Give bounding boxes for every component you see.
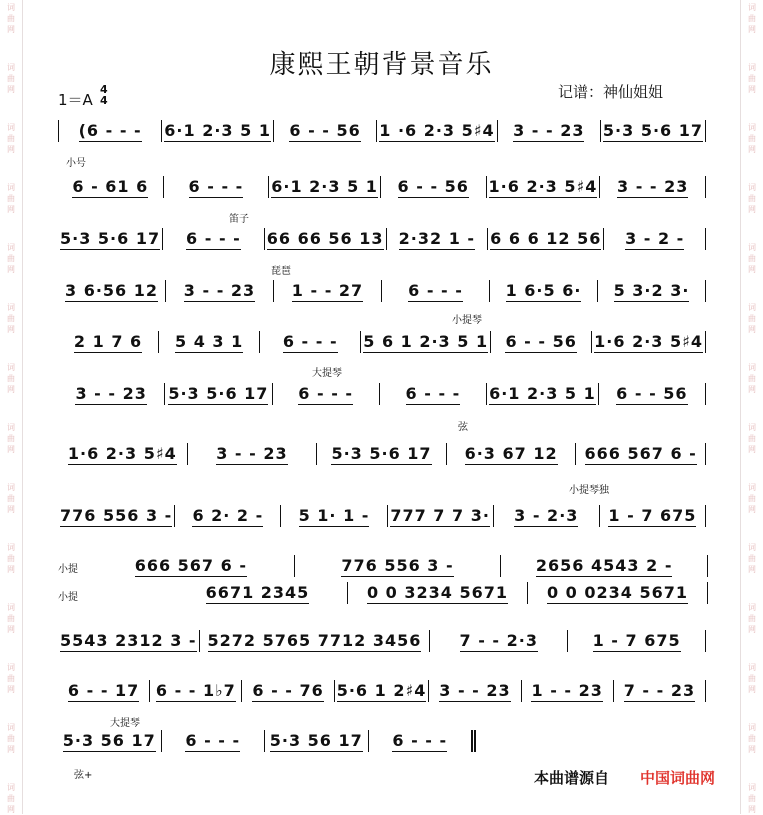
measure-notes: 1 - - 23 <box>531 680 603 700</box>
measure <box>164 383 271 405</box>
measure <box>163 176 269 198</box>
measure <box>272 383 379 405</box>
watermark-right: 词 曲 网 <box>748 663 756 694</box>
measure <box>162 228 264 250</box>
measure-notes: 6 - - - <box>298 383 354 403</box>
measure-notes: 5 1· 1 - <box>298 505 370 525</box>
instrument-label-xiaoti-2: 小提 <box>58 592 78 603</box>
instrument-label-datiqin: 大提琴 <box>312 368 342 379</box>
watermark-left: 词 曲 网 <box>7 603 15 634</box>
instrument-label-dizi: 笛子 <box>229 214 249 225</box>
watermark-left: 词 曲 网 <box>7 183 15 214</box>
measure-notes: 6·1 2·3 5 1 <box>489 383 596 403</box>
score-row <box>58 503 706 529</box>
measure-notes: 6·1 2·3 5 1 <box>271 176 378 196</box>
measure <box>599 505 706 527</box>
score-title: 康熙王朝背景音乐 <box>269 50 494 80</box>
measure <box>567 630 706 652</box>
measure-notes: 5272 5765 7712 3456 <box>207 630 422 650</box>
measure <box>58 383 164 405</box>
instrument-label-pipa: 琵琶 <box>271 266 291 277</box>
measure-notes: 1 - 7 675 <box>608 505 697 525</box>
measure <box>58 331 158 353</box>
measure <box>487 228 603 250</box>
measure-notes: 5 3·2 3· <box>613 280 690 300</box>
watermark-left: 词 曲 网 <box>7 363 15 394</box>
measure <box>489 280 597 302</box>
watermark-right: 词 曲 网 <box>748 423 756 454</box>
measure <box>490 331 591 353</box>
score-row <box>58 174 706 200</box>
measure-notes: 1·6 2·3 5♯4 <box>594 331 704 351</box>
measure-notes: 6 - - - <box>188 176 244 196</box>
measure-notes: 6·3 67 12 <box>464 443 558 463</box>
measure-notes: 5·6 1 2♯4 <box>336 680 427 700</box>
measure-notes: 5 6 1 2·3 5 1 <box>363 331 489 351</box>
watermark-right: 词 曲 网 <box>748 783 756 814</box>
instrument-label-xiaoti-1: 小提 <box>58 564 78 575</box>
measure <box>316 443 446 465</box>
measure-notes: 3 - - 23 <box>439 680 511 700</box>
measure <box>493 505 599 527</box>
measure-notes: 2656 4543 2 - <box>535 555 673 575</box>
measure <box>360 331 490 353</box>
measure <box>500 555 708 577</box>
measure <box>58 730 161 752</box>
measure <box>347 582 527 604</box>
measure-notes: 6 - - 56 <box>505 331 577 351</box>
measure-notes: 2 1 7 6 <box>73 331 143 351</box>
measure-notes: 7 - - 23 <box>623 680 696 700</box>
measure-notes: 6 6 6 12 56 <box>490 228 602 248</box>
measure <box>429 630 567 652</box>
measure <box>598 383 706 405</box>
watermark-right: 词 曲 网 <box>748 723 756 754</box>
site-name: 中国词曲网 <box>640 769 716 787</box>
measure <box>600 120 706 142</box>
measure-notes: 6 - - - <box>408 280 463 300</box>
measure-notes: 776 556 3 - <box>341 555 454 575</box>
watermark-right: 词 曲 网 <box>748 3 756 34</box>
watermark-right: 词 曲 网 <box>748 183 756 214</box>
watermark-left: 词 曲 网 <box>7 783 15 814</box>
watermark-left: 词 曲 网 <box>7 303 15 334</box>
measure <box>280 505 386 527</box>
measure <box>446 443 576 465</box>
measure <box>575 443 706 465</box>
measure <box>158 331 259 353</box>
measure-notes: 776 556 3 - <box>60 505 173 525</box>
key-signature: 1＝A <box>58 91 93 109</box>
measure <box>268 176 380 198</box>
measure <box>174 505 280 527</box>
measure <box>199 630 430 652</box>
measure-notes: 5·3 5·6 17 <box>602 120 704 140</box>
watermark-left: 词 曲 网 <box>7 483 15 514</box>
measure-notes: 3 - 2 - <box>625 228 685 248</box>
measure-notes: 0 0 3234 5671 <box>366 582 509 602</box>
watermark-left: 词 曲 网 <box>7 3 15 34</box>
measure <box>380 176 486 198</box>
measure-notes: 6 - - - <box>185 730 241 750</box>
measure <box>591 331 706 353</box>
measure <box>58 443 187 465</box>
measure <box>386 228 488 250</box>
measure-notes: 6 - - 1♭7 <box>155 680 236 700</box>
measure-notes: 0 0 0234 5671 <box>546 582 689 602</box>
measure <box>161 730 265 752</box>
score-row <box>58 226 706 252</box>
measure <box>264 730 368 752</box>
measure <box>273 120 376 142</box>
measure <box>259 331 360 353</box>
measure-notes: 3 - 2·3 <box>514 505 579 525</box>
measure <box>165 280 273 302</box>
measure <box>168 582 347 604</box>
watermark-left: 词 曲 网 <box>7 63 15 94</box>
score-row <box>58 329 706 355</box>
measure <box>521 680 613 702</box>
measure <box>58 505 174 527</box>
measure-notes: 5·3 5·6 17 <box>168 383 269 403</box>
watermark-left: 词 曲 网 <box>7 123 15 154</box>
watermark-right: 词 曲 网 <box>748 303 756 334</box>
measure-notes: 5 4 3 1 <box>174 331 244 351</box>
measure <box>334 680 429 702</box>
score-row-lower <box>168 580 708 606</box>
measure-notes: 1·6 2·3 5♯4 <box>67 443 177 463</box>
watermark-right: 词 曲 网 <box>748 363 756 394</box>
measure <box>486 176 600 198</box>
measure-notes: 1 6·5 6· <box>505 280 582 300</box>
measure-notes: 3 6·56 12 <box>64 280 158 300</box>
measure-notes: 1·6 2·3 5♯4 <box>488 176 598 196</box>
measure-notes: 6 - - - <box>405 383 461 403</box>
measure-notes: 3 - - 23 <box>75 383 147 403</box>
measure-notes: 6 - 61 6 <box>72 176 149 196</box>
measure-notes: 1 - 7 675 <box>592 630 681 650</box>
measure <box>597 280 706 302</box>
measure <box>241 680 333 702</box>
notator-credit: 记谱：神仙姐姐 <box>558 83 664 101</box>
measure-notes: 3 - - 23 <box>183 280 256 300</box>
score-row <box>58 381 706 407</box>
measure-notes: 5·3 56 17 <box>62 730 156 750</box>
measure <box>58 176 163 198</box>
time-signature-top: 4 <box>100 83 108 96</box>
watermark-right: 词 曲 网 <box>748 243 756 274</box>
measure <box>603 228 706 250</box>
measure-notes: 5·3 56 17 <box>269 730 363 750</box>
measure-notes: 6·1 2·3 5 1 <box>164 120 271 140</box>
measure <box>58 120 161 142</box>
measure <box>58 630 199 652</box>
watermark-right: 词 曲 网 <box>748 543 756 574</box>
watermark-left: 词 曲 网 <box>7 663 15 694</box>
measure-notes: 1 ·6 2·3 5♯4 <box>379 120 495 140</box>
measure-notes: 6 - - 56 <box>289 120 361 140</box>
measure <box>599 176 706 198</box>
measure <box>613 680 706 702</box>
measure <box>88 555 294 577</box>
score-row <box>58 678 706 704</box>
score-row-upper <box>88 553 708 579</box>
measure-notes: 66 66 56 13 <box>266 228 384 248</box>
measure-notes: 6 - - 17 <box>67 680 140 700</box>
measure-notes: 5·3 5·6 17 <box>331 443 432 463</box>
measure <box>387 505 493 527</box>
measure-notes: 1 - - 27 <box>291 280 364 300</box>
measure <box>187 443 317 465</box>
score-row <box>58 728 476 754</box>
measure-notes: 6 - - 76 <box>252 680 324 700</box>
instrument-label-xiaotiqin-solo: 小提琴独 <box>569 485 609 496</box>
measure-notes: 5·3 5·6 17 <box>60 228 161 248</box>
measure-notes: 6 2· 2 - <box>192 505 264 525</box>
measure <box>527 582 708 604</box>
measure <box>58 680 149 702</box>
measure-notes: 6 - - - <box>186 228 241 248</box>
measure-notes: 5543 2312 3 - <box>60 630 197 650</box>
measure <box>294 555 501 577</box>
measure <box>379 383 486 405</box>
time-signature <box>100 84 108 106</box>
watermark-right: 词 曲 网 <box>748 63 756 94</box>
measure-notes: (6 - - - <box>78 120 142 140</box>
instrument-label-xian-plus: 弦+ <box>74 770 93 781</box>
measure-notes: 6 - - 56 <box>616 383 688 403</box>
watermark-right: 词 曲 网 <box>748 123 756 154</box>
measure-notes: 3 - - 23 <box>617 176 689 196</box>
measure-notes: 6 - - 56 <box>397 176 469 196</box>
instrument-label-datiqin-2: 大提琴 <box>110 718 140 729</box>
score-row <box>58 118 706 144</box>
score-system-two-voice <box>58 551 708 607</box>
watermark-left: 词 曲 网 <box>7 543 15 574</box>
source-text: 本曲谱源自 <box>534 769 610 787</box>
measure <box>428 680 520 702</box>
measure-notes: 6671 2345 <box>205 582 310 602</box>
time-signature-bottom: 4 <box>100 94 108 107</box>
measure <box>486 383 598 405</box>
score-row <box>58 278 706 304</box>
measure-notes: 777 7 7 3· <box>390 505 490 525</box>
measure <box>58 228 162 250</box>
measure <box>376 120 496 142</box>
instrument-label-xiaohao: 小号 <box>66 158 86 169</box>
watermark-left: 词 曲 网 <box>7 243 15 274</box>
watermark-left: 词 曲 网 <box>7 723 15 754</box>
measure <box>273 280 381 302</box>
instrument-label-xiaotiqin: 小提琴 <box>452 315 482 326</box>
measure-notes: 7 - - 2·3 <box>459 630 538 650</box>
watermark-right: 词 曲 网 <box>748 483 756 514</box>
measure-notes: 6 - - - <box>392 730 448 750</box>
measure <box>381 280 489 302</box>
measure <box>149 680 241 702</box>
measure-notes: 3 - - 23 <box>216 443 288 463</box>
watermark-left: 词 曲 网 <box>7 423 15 454</box>
measure <box>497 120 600 142</box>
measure-notes: 3 - - 23 <box>513 120 585 140</box>
measure <box>368 730 477 752</box>
score-row <box>58 628 706 654</box>
watermark-right: 词 曲 网 <box>748 603 756 634</box>
measure <box>58 280 165 302</box>
measure-notes: 2·32 1 - <box>398 228 476 248</box>
measure-notes: 666 567 6 - <box>584 443 697 463</box>
measure-notes: 6 - - - <box>282 331 338 351</box>
score-row <box>58 441 706 467</box>
measure <box>161 120 273 142</box>
instrument-label-xian: 弦 <box>458 422 468 433</box>
measure-notes: 666 567 6 - <box>134 555 247 575</box>
measure <box>264 228 386 250</box>
